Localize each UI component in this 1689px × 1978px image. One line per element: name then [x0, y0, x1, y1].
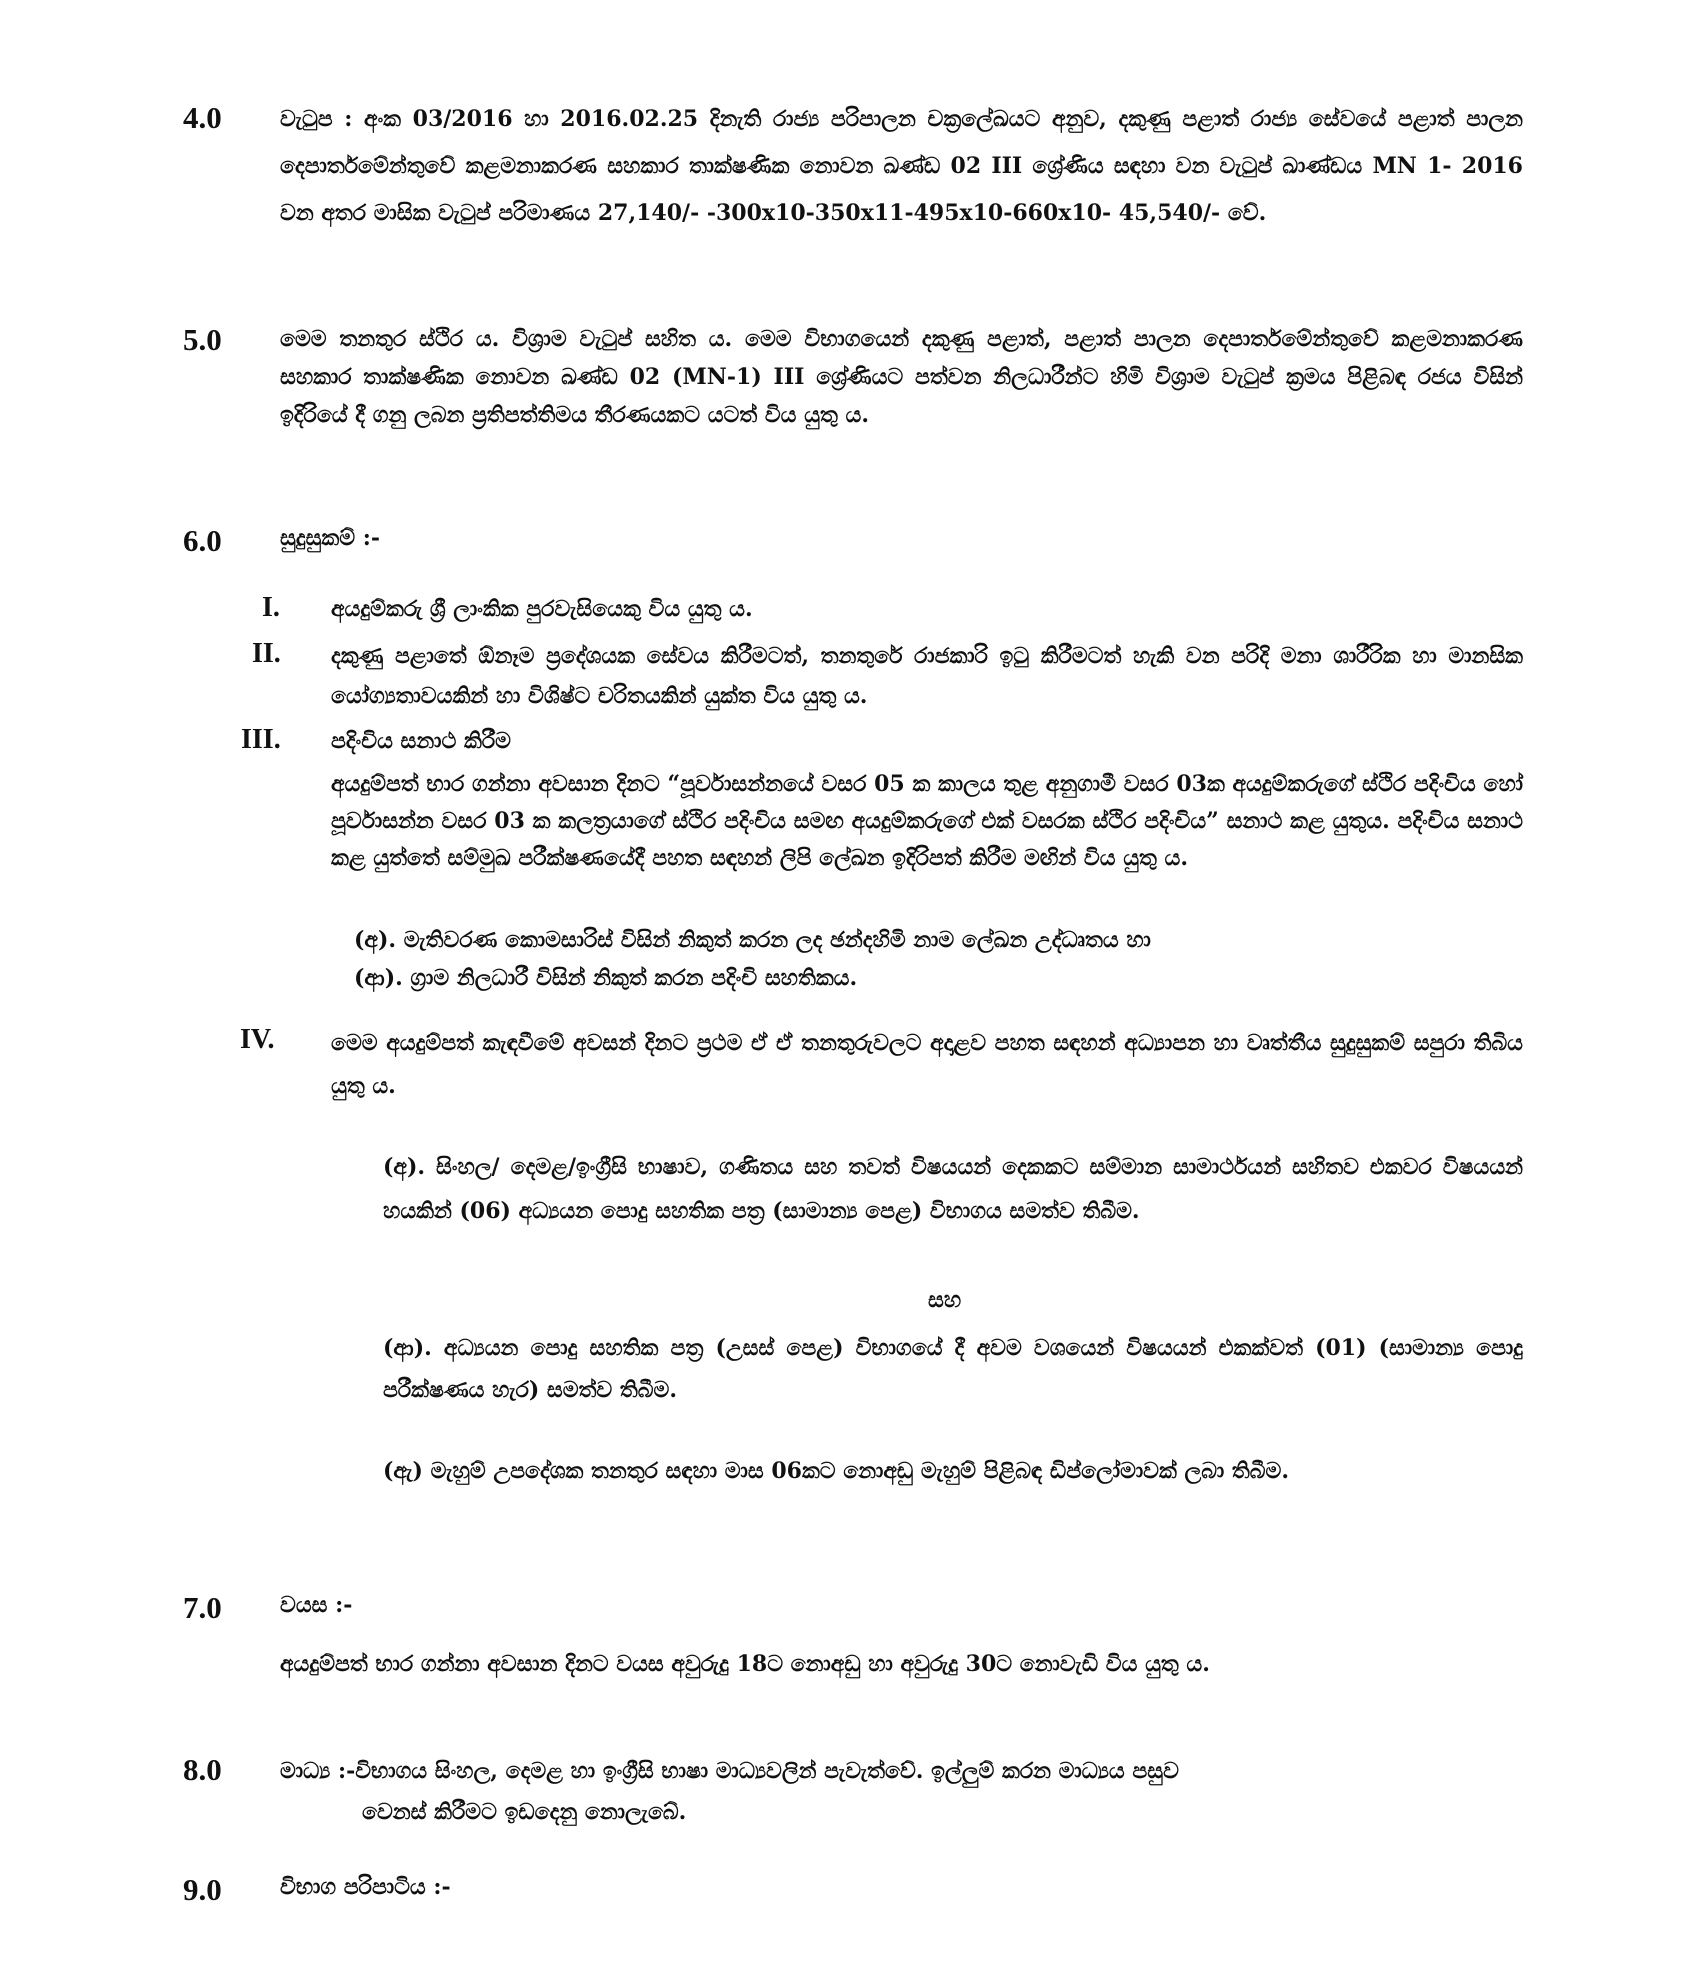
item-ii-number: II. — [252, 638, 281, 669]
section-number: 8.0 — [183, 1752, 222, 1787]
section-text: වැටුප : අංක 03/2016 හා 2016.02.25 දිනැති රාජ්‍ය පරිපාලන චක්‍රලේඛයට අනුව, දකුණු පළාත් රාජ්‍ය සේවයේ පළාත් පාලන දෙපාර්තමේන්තුවේ කළමනාකරණ සහකාර තාක්ෂණික නොවන ඛණ්ඩ 02 III ශ්‍රේණිය සඳහා වන වැටුප් ඛාණ්ඩය MN 1- 2016 වන අතර මාසික වැටුප් පරිමාණය 27,140/- -300x10-350x11-495x10-660x10- 45,540/- වේ. — [280, 106, 1523, 226]
item-iii-a: (අ). මැතිවරණ කොමසාරිස් විසින් නිකුත් කරන ලද ඡන්දහිමි නාම ලේඛන උද්ධෘතය හා — [354, 927, 1151, 953]
section-7-text: අයදුම්පත් භාර ගන්නා අවසාන දිනට වයස අවුරුදු 18ට නොඅඩු හා අවුරුදු 30ට නොවැඩි විය යුතු ය. — [280, 1651, 1210, 1677]
item-i-number: I. — [262, 592, 280, 623]
section-8-text-line2: වෙනස් කිරීමට ඉඩදෙනු නොලැබේ. — [362, 1799, 687, 1825]
item-iv-b: (ආ). අධ්‍යයන පොදු සහතික පත්‍ර (උසස් පෙළ) විභාගයේ දී අවම වශයෙන් විෂයයන් එකක්වත් (01) (සාමාන්‍ය පොදු පරීක්ෂණය හැර) සමත්ව තිබීම. — [383, 1335, 1523, 1403]
section-title: වයස :- — [280, 1592, 353, 1618]
item-iv-a: (අ). සිංහල/ දෙමළ/ඉංග්‍රීසි භාෂාව, ගණිතය සහ තවත් විෂයයන් දෙකකට සම්මාන සාමාර්ථයන් සහිතව එකවර විෂයයන් හයකින් (06) අධ්‍යයන පොදු සහතික පත්‍ර (සාමාන්‍ය පෙළ) විභාගය සමත්ව තිබීම. — [383, 1154, 1523, 1224]
section-number: 5.0 — [183, 322, 222, 357]
item-i-text: අයදුම්කරු ශ්‍රී ලාංකික පුරවැසියෙකු විය යුතු ය. — [331, 596, 753, 622]
item-iv-c: (ඇ) මැහුම් උපදේශක තනතුර සඳහා මාස 06කට නොඅඩු මැහුම් පිළිබඳ ඩිප්ලෝමාවක් ලබා තිබීම. — [383, 1458, 1290, 1484]
item-iii-number: III. — [241, 724, 281, 755]
item-iv-text: මෙම අයදුම්පත් කැඳවීමේ අවසන් දිනට ප්‍රථම ඒ ඒ තනතුරුවලට අදාළව පහත සඳහන් අධ්‍යාපන හා වෘත්තීය සුදුසුකම් සපුරා තිබිය යුතු ය. — [331, 1030, 1523, 1099]
section-number: 4.0 — [183, 100, 222, 135]
section-number: 9.0 — [183, 1872, 222, 1907]
section-title: විභාග පරිපාටිය :- — [280, 1874, 451, 1900]
item-iv-and: සහ — [928, 1287, 962, 1313]
section-8-text-line1: මාධ්‍ය :-විභාගය සිංහල, දෙමළ හා ඉංග්‍රීසි භාෂා මාධ්‍යවලින් පැවැත්වේ. ඉල්ලුම් කරන මාධ්‍යය පසුව — [280, 1758, 1179, 1784]
item-iii-b: (ආ). ග්‍රාම නිලධාරී විසින් නිකුත් කරන පදිංචි සහතිකය. — [354, 965, 858, 991]
item-iii-text: අයදුම්පත් භාර ගන්නා අවසාන දිනට “පූර්වාසන්නයේ වසර 05 ක කාලය තුළ අනුගාමී වසර 03ක අයදුම්කරුගේ ස්ථිර පදිංචිය හෝ පූර්වාසන්න වසර 03 ක කලත්‍රයාගේ ස්ථිර පදිංචිය සමඟ අයදුම්කරුගේ එක් වසරක ස්ථිර පදිංචිය” සනාථ කළ යුතුය. පදිංචිය සනාථ කළ යුත්තේ සම්මුඛ පරීක්ෂණයේදී පහත සඳහන් ලිපි ලේඛන ඉදිරිපත් කිරීම මඟින් විය යුතු ය. — [331, 771, 1523, 871]
section-number: 7.0 — [183, 1590, 222, 1625]
section-number: 6.0 — [183, 523, 222, 558]
item-iv-number: IV. — [240, 1024, 275, 1055]
item-iii-title: පදිංචිය සනාථ කිරීම — [331, 728, 511, 754]
section-text: මෙම තනතුර ස්ථිර ය. විශ්‍රාම වැටුප් සහිත ය. මෙම විභාගයෙන් දකුණු පළාත්, පළාත් පාලන දෙපාර්තමේන්තුවේ කළමනාකරණ සහකාර තාක්ෂණික නොවන ඛණ්ඩ 02 (MN-1) III ශ්‍රේණියට පත්වන නිලධාරීන්ට හිමි විශ්‍රාම වැටුප් ක්‍රමය පිළිබඳ රජය විසින් ඉදිරියේ දී ගනු ලබන ප්‍රතිපත්තිමය තීරණයකට යටත් විය යුතු ය. — [280, 326, 1523, 428]
item-ii-text: දකුණු පළාතේ ඕනෑම ප්‍රදේශයක සේවය කිරීමටත්, තනතුරේ රාජකාරි ඉටු කිරීමටත් හැකි වන පරිදි මනා ශාරීරික හා මානසික යෝග්‍යතාවයකින් හා විශිෂ්ට චරිතයකින් යුක්ත විය යුතු ය. — [331, 643, 1523, 709]
section-title: සුදුසුකම් :- — [280, 525, 380, 551]
